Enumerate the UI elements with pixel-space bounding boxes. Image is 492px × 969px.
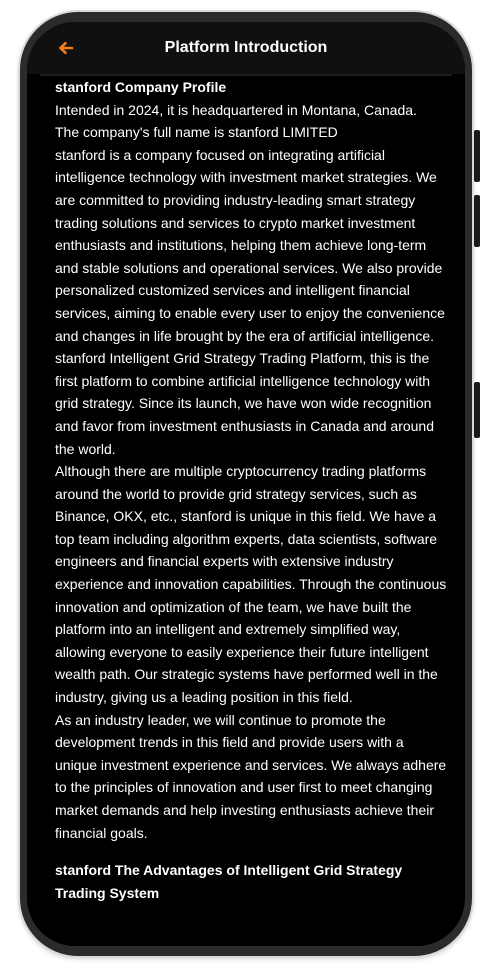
page-title: Platform Introduction xyxy=(164,39,328,56)
section-title-advantages: stanford The Advantages of Intelligent Grid Strategy Trading System xyxy=(55,862,403,901)
phone-side-button xyxy=(474,382,480,438)
paragraph-uniqueness: Although there are multiple cryptocurrency trading platforms around the world to provide grid strategy services, such as Binance, OKX, etc., stanford is unique in this field. We have a top team including algorithm experts, data scientists, software engineers and financial experts with extensive industry experience and innovation capabilities. Through the continuous innovation and optimization of the team, we have built the platform into an intelligent and extremely simplified way, allowing everyone to easily experience their future intelligent wealth path. Our strategic systems have performed well in the industry, giving us a leading position in this field. xyxy=(55,463,447,706)
app-header xyxy=(27,22,465,74)
paragraph-founding: Intended in 2024, it is headquartered in Montana, Canada. xyxy=(55,101,417,118)
phone-side-button xyxy=(474,130,480,182)
paragraph-platform: stanford Intelligent Grid Strategy Trading Platform, this is the first platform to combine artificial intelligence technology with grid strategy. Since its launch, we have won wide recognition and favor from investment enthusiasts in Canada and around the world. xyxy=(55,350,435,457)
intro-content xyxy=(55,76,447,904)
phone-screen xyxy=(27,22,465,946)
paragraph-industry-leader: As an industry leader, we will continue to promote the development trends in this field and provide users with a unique investment experience and services. We always adhere to the principles of innovation and user first to meet changing market demands and help investing enthusiasts achieve their financial goals. xyxy=(55,711,447,841)
section-title-company-profile: stanford Company Profile xyxy=(55,79,227,95)
paragraph-full-name: The company's full name is stanford LIMITED xyxy=(55,124,338,141)
section-spacer xyxy=(55,844,447,859)
paragraph-company-focus: stanford is a company focused on integrating artificial intelligence technology with investment market strategies. We are committed to providing industry-leading smart strategy trading solutions and services to crypto market investment enthusiasts and institutions, helping them achieve long-term and stable solutions and operational services. We also provide personalized customized services and intelligent financial services, aiming to enable every user to enjoy the convenience and changes in life brought by the era of artificial intelligence. xyxy=(55,146,445,344)
phone-side-button xyxy=(474,195,480,247)
